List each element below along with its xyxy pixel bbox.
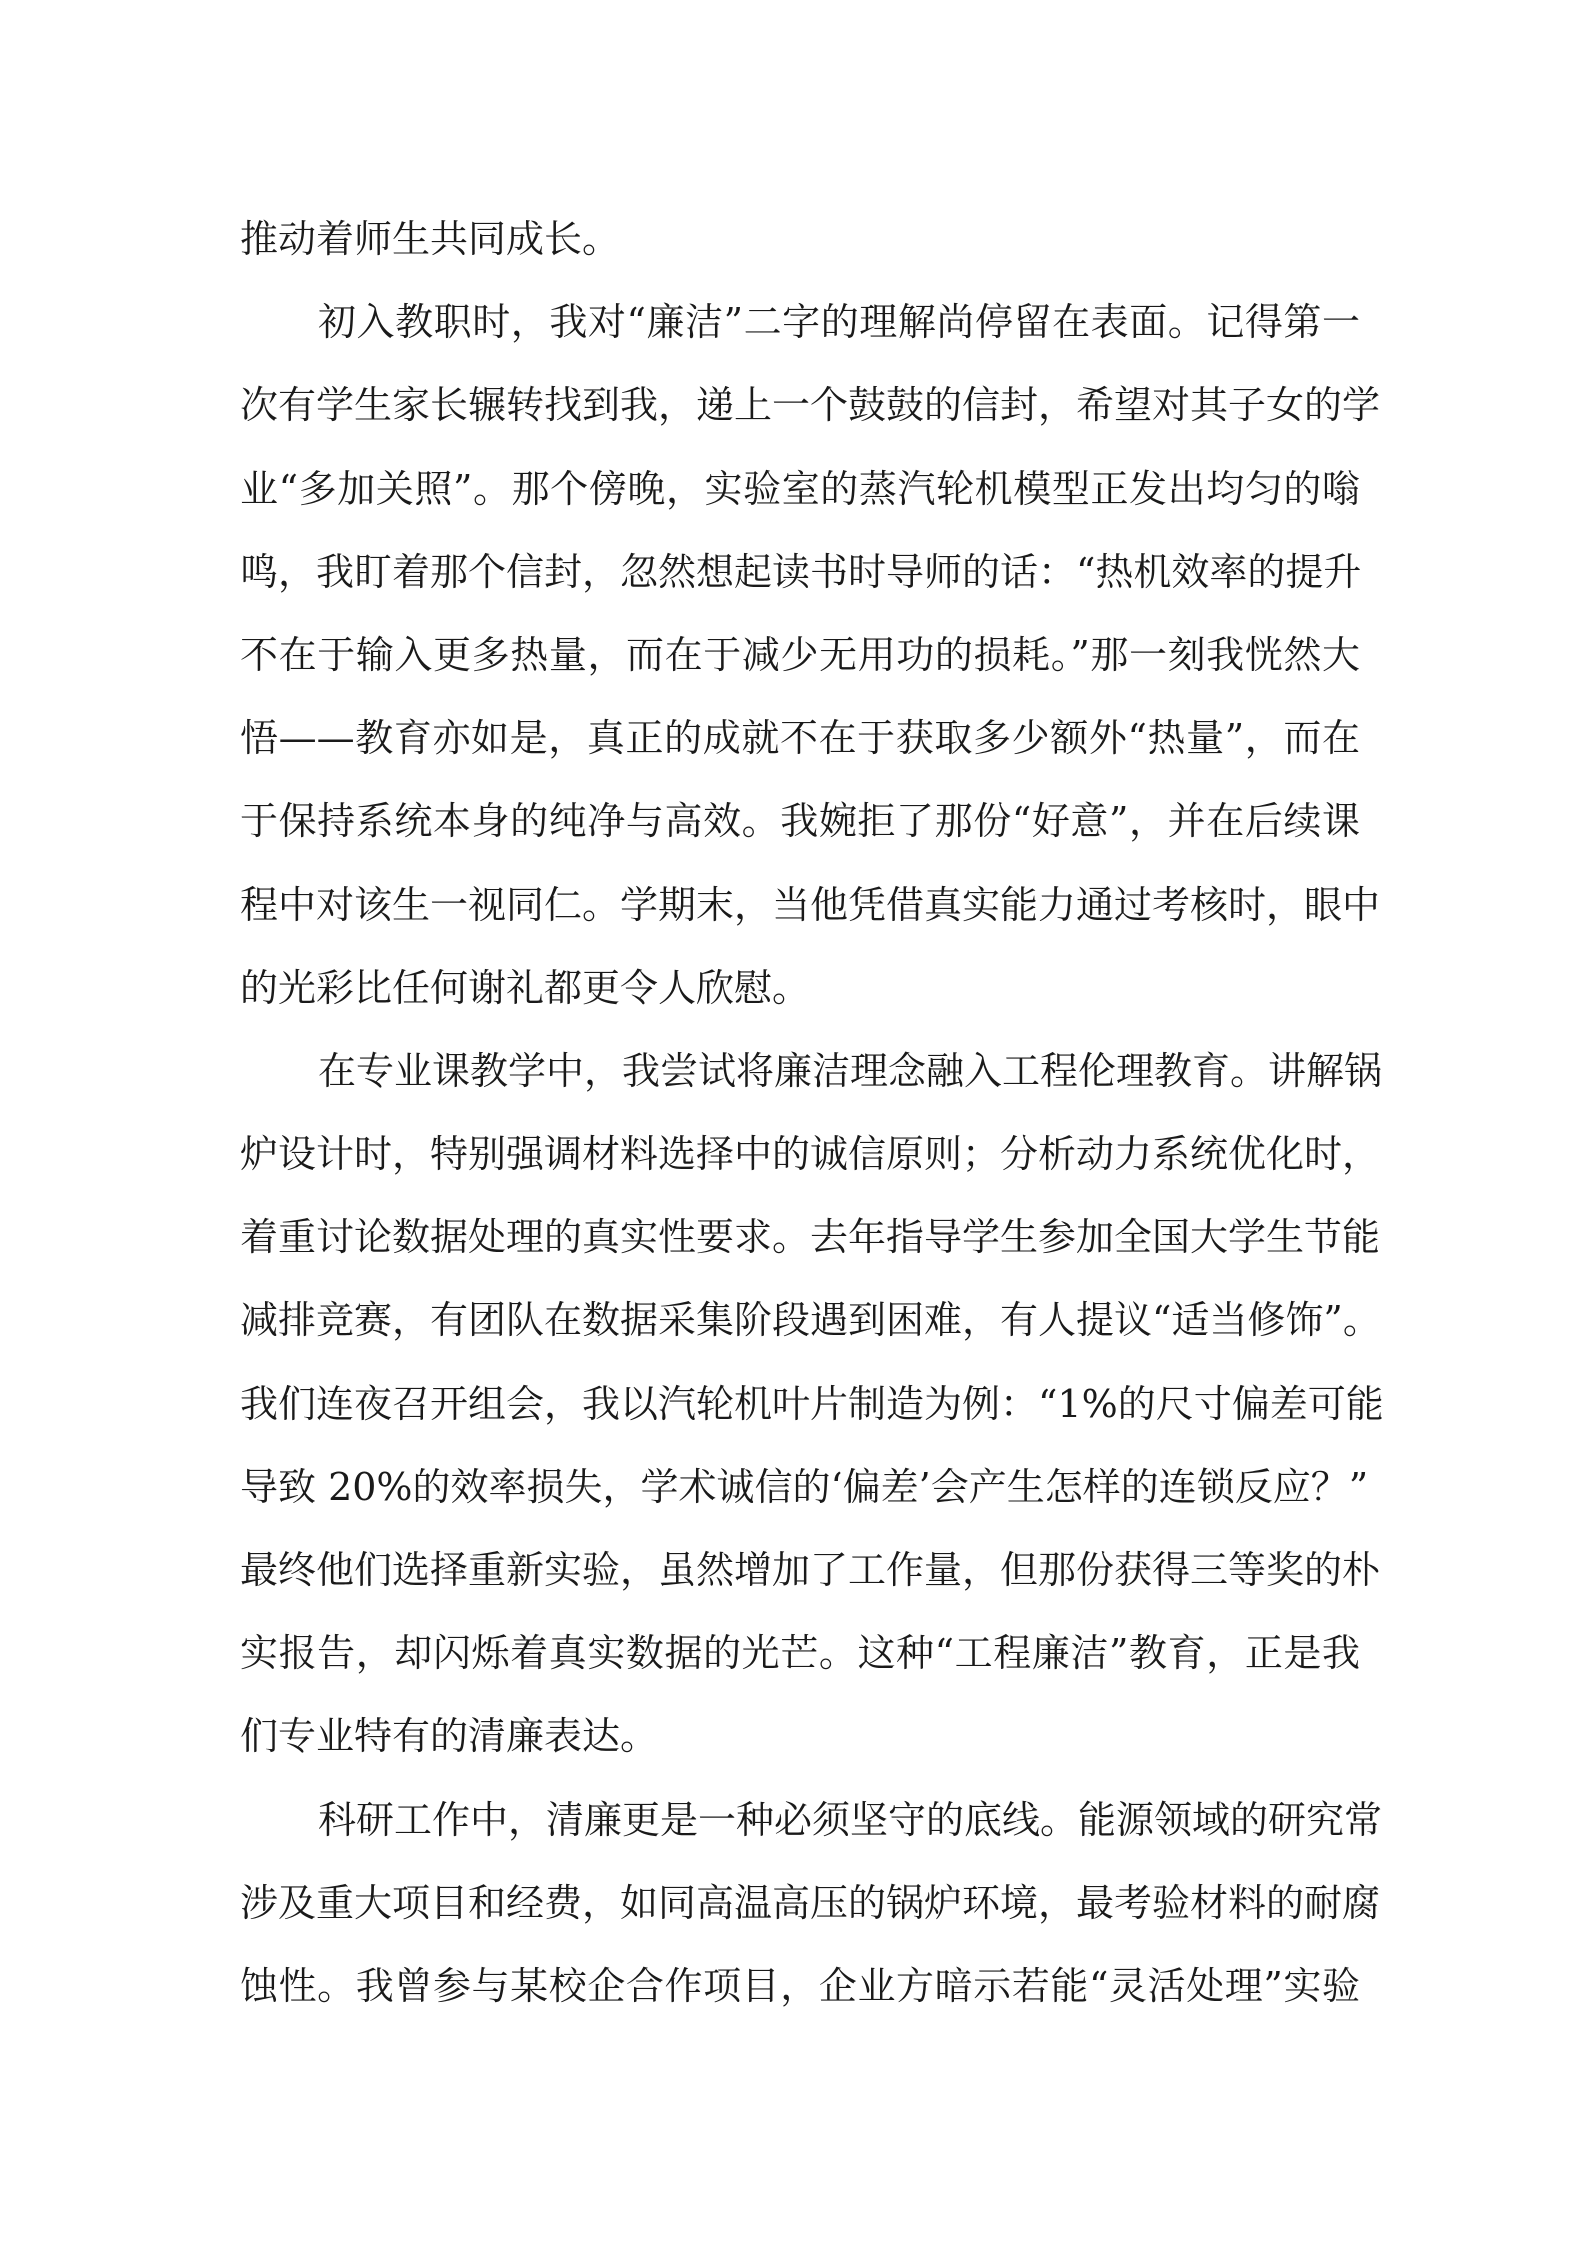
text-line: 导致 20%的效率损失，学术诚信的‘偏差’会产生怎样的连锁反应？” — [240, 1464, 1369, 1509]
paragraph-early-teaching — [240, 281, 1381, 1030]
paragraph-research — [240, 1779, 1383, 2029]
text-line: 业“多加关照”。那个傍晚，实验室的蒸汽轮机模型正发出均匀的嗡 — [240, 466, 1360, 511]
text-line: 程中对该生一视同仁。学期末，当他凭借真实能力通过考核时，眼中 — [240, 882, 1381, 927]
text-line: 蚀性。我曾参与某校企合作项目，企业方暗示若能“灵活处理”实验 — [240, 1963, 1360, 2008]
text-line: 于保持系统本身的纯净与高效。我婉拒了那份“好意”，并在后续课 — [240, 799, 1360, 844]
text-line: 减排竞赛，有团队在数据采集阶段遇到困难，有人提议“适当修饰”。 — [240, 1298, 1381, 1343]
text-line: 着重讨论数据处理的真实性要求。去年指导学生参加全国大学生节能 — [240, 1215, 1381, 1260]
text-line: 们专业特有的清廉表达。 — [240, 1714, 659, 1759]
text-line: 最终他们选择重新实验，虽然增加了工作量，但那份获得三等奖的朴 — [240, 1548, 1381, 1592]
text-line: 科研工作中，清廉更是一种必须坚守的底线。能源领域的研究常 — [318, 1797, 1383, 1842]
text-line: 推动着师生共同成长。 — [240, 217, 621, 261]
paragraph-professional-teaching — [240, 1030, 1384, 1779]
text-line: 的光彩比任何谢礼都更令人欣慰。 — [240, 965, 811, 1010]
text-line: 不在于输入更多热量，而在于减少无用功的损耗。”那一刻我恍然大 — [240, 632, 1360, 677]
body-text — [240, 198, 1384, 2028]
text-line: 实报告，却闪烁着真实数据的光芒。这种“工程廉洁”教育，正是我 — [240, 1631, 1360, 1676]
text-line: 次有学生家长辗转找到我，递上一个鼓鼓的信封，希望对其子女的学 — [240, 383, 1381, 428]
text-line: 鸣，我盯着那个信封，忽然想起读书时导师的话：“热机效率的提升 — [240, 549, 1362, 594]
text-line: 我们连夜召开组会，我以汽轮机叶片制造为例：“1%的尺寸偏差可能 — [240, 1381, 1384, 1426]
text-line: 炉设计时，特别强调材料选择中的诚信原则；分析动力系统优化时， — [240, 1132, 1381, 1177]
text-line: 在专业课教学中，我尝试将廉洁理念融入工程伦理教育。讲解锅 — [318, 1048, 1383, 1093]
text-line: 悟——教育亦如是，真正的成就不在于获取多少额外“热量”，而在 — [240, 716, 1360, 761]
text-line: 涉及重大项目和经费，如同高温高压的锅炉环境，最考验材料的耐腐 — [240, 1880, 1381, 1925]
paragraph-continuation — [240, 198, 1360, 281]
text-line: 初入教职时，我对“廉洁”二字的理解尚停留在表面。记得第一 — [318, 300, 1360, 345]
